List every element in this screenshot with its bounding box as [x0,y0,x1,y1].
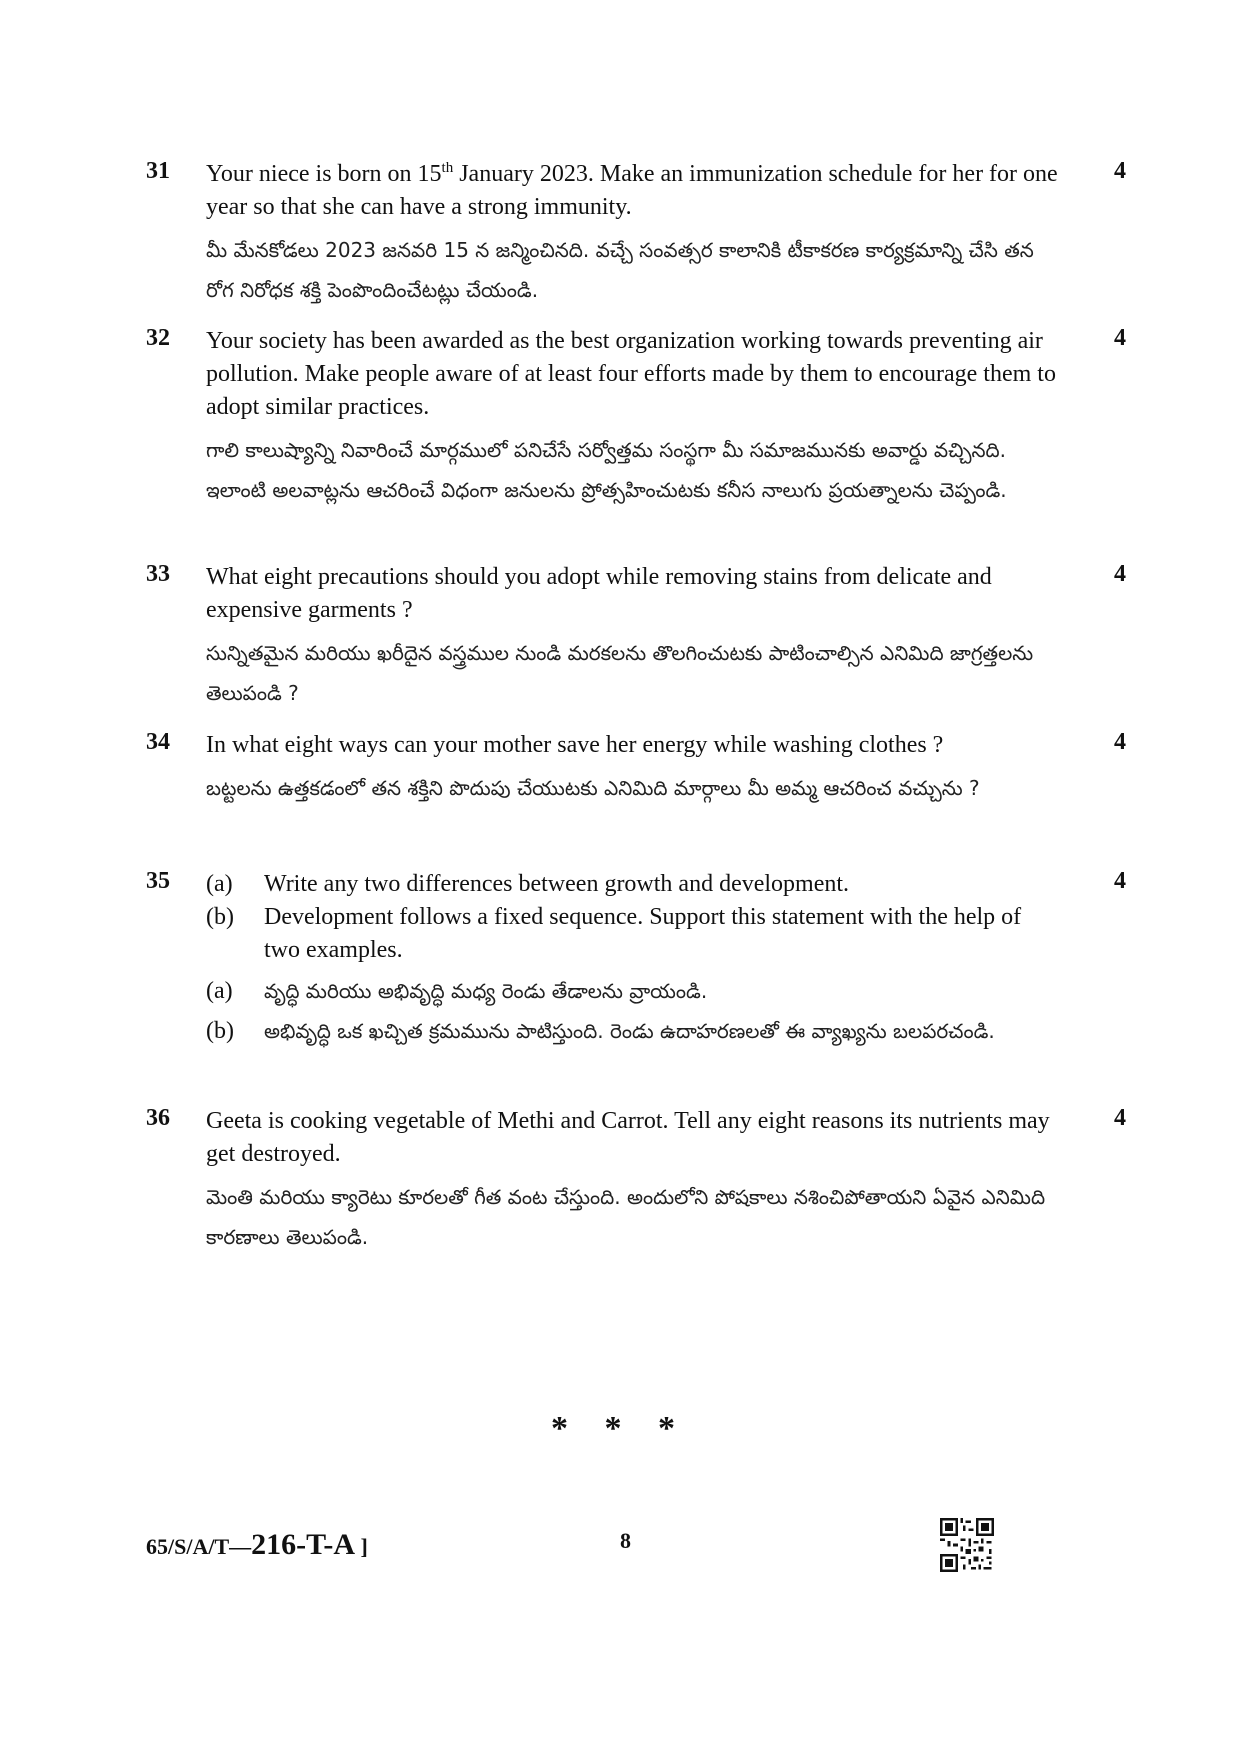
subpart-label: (b) [206,904,234,930]
question-marks: 4 [1114,158,1126,184]
question-text-telugu: మెంతి మరియు క్యారెటు కూరలతో గీత వంట చేస్తుంది. అందులోని పోషకాలు నశించిపోతాయని ఏవైన ఎనిమిది కారణాలు తెలుపండి. [206,1185,1046,1249]
question-text-telugu: బట్టలను ఉత్తకడంలో తన శక్తిని పొదుపు చేయుటకు ఎనిమిది మార్గాలు మీ అమ్మ ఆచరించ వచ్చును ? [206,776,980,800]
subpart-label: (a) [206,978,233,1004]
question-text-english: Your niece is born on 15th January 2023. Make an immunization schedule for her for one year so that she can have a strong immunity. [206,160,1058,220]
subpart-text: అభివృద్ధి ఒక ఖచ్చిత క్రమమును పాటిస్తుంది. రెండు ఉదాహరణలతో ఈ వ్యాఖ్యను బలపరచండి. [264,1019,995,1043]
question-marks: 4 [1114,1105,1126,1131]
question-marks: 4 [1114,561,1126,587]
question-marks: 4 [1114,325,1126,351]
paper-code: 65/S/A/T—216-T-A ] [146,1528,368,1561]
question-number: 33 [146,561,170,587]
question-35 [146,868,1126,1051]
subpart-text: Development follows a fixed sequence. Support this statement with the help of two examples. [264,904,1022,963]
question-text-telugu: మీ మేనకోడలు 2023 జనవరి 15 న జన్మించినది. వచ్చే సంవత్సర కాలానికి టీకాకరణ కార్యక్రమాన్ని చేసి తన రోగ నిరోధక శక్తి పెంపొందించేటట్లు చేయండి. [206,238,1034,302]
question-marks: 4 [1114,868,1126,894]
question-text-english: In what eight ways can your mother save her energy while washing clothes ? [206,732,944,758]
end-of-paper-marker: * * * [551,1410,689,1447]
question-text-telugu: గాలి కాలుష్యాన్ని నివారించే మార్గములో పనిచేసే సర్వోత్తమ సంస్థగా మీ సమాజమునకు అవార్డు వచ్చినది. ఇలాంటి అలవాట్లను ఆచరించే విధంగా జనులను ప్రోత్సహించుటకు కనీస నాలుగు ప్రయత్నాలను చెప్పండి. [206,438,1007,502]
question-text-english: Geeta is cooking vegetable of Methi and Carrot. Tell any eight reasons its nutrients may get destroyed. [206,1108,1050,1167]
question-31 [146,158,1126,310]
question-number: 32 [146,325,170,351]
question-34 [146,729,1126,808]
question-36 [146,1105,1126,1257]
subpart-text: Write any two differences between growth and development. [264,871,850,897]
subpart-a-english [206,868,1058,901]
question-text-telugu: సున్నితమైన మరియు ఖరీదైన వస్త్రముల నుండి మరకలను తొలగించుటకు పాటించాల్సిన ఎనిమిది జాగ్రత్తలను తెలుపండి ? [206,641,1034,705]
question-number: 35 [146,868,170,894]
subpart-a-telugu [206,971,1058,1011]
question-32 [146,325,1126,510]
question-33 [146,561,1126,713]
subpart-label: (b) [206,1018,234,1044]
question-text-english: Your society has been awarded as the best organization working towards preventing air pollution. Make people aware of at least four efforts made by them to encourage them to adopt similar practices. [206,328,1056,420]
question-marks: 4 [1114,729,1126,755]
question-number: 34 [146,729,170,755]
page-number: 8 [620,1528,631,1553]
subpart-b-english [206,901,1058,967]
subpart-label: (a) [206,871,233,897]
subpart-text: వృద్ధి మరియు అభివృద్ధి మధ్య రెండు తేడాలను వ్రాయండి. [264,979,708,1003]
question-text-english: What eight precautions should you adopt while removing stains from delicate and expensive garments ? [206,564,992,623]
question-number: 31 [146,158,170,184]
question-number: 36 [146,1105,170,1131]
subpart-b-telugu [206,1011,1058,1051]
qr-code-icon [940,1518,994,1572]
